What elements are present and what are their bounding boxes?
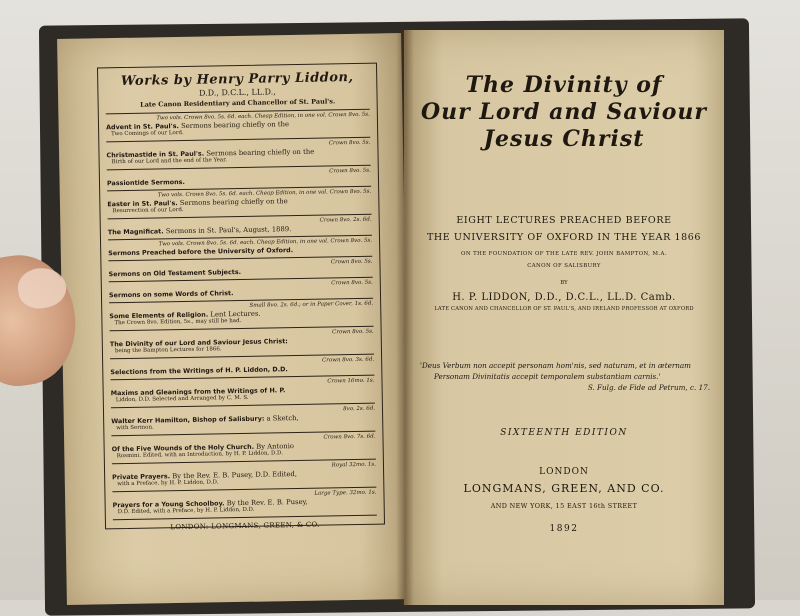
epigraph-line: 'Deus Verbum non accepit personam hom'nis, sed naturam, et in æternam: [420, 361, 691, 370]
ad-entry-title: Walter Kerr Hamilton, Bishop of Salisbury:: [111, 414, 265, 426]
ad-credentials: D.D., D.C.L., LL.D.,: [198, 87, 276, 98]
subtitle-line: EIGHT LECTURES PREACHED BEFORE: [456, 215, 672, 226]
ad-entry-title: Maxims and Gleanings from the Writings of H. P.: [110, 386, 286, 398]
ad-entry-title: Sermons on some Words of Christ.: [108, 289, 234, 300]
publication-year: 1892: [549, 524, 579, 534]
ad-entry-format: 8vo. 2s. 6d.: [343, 405, 376, 413]
ad-entry-note: The Crown 8vo. Edition, 5s., may still be had.: [114, 317, 242, 327]
author-name: H. P. LIDDON, D.D., D.C.L., LL.D. Camb.: [452, 292, 676, 303]
ad-entry-note: D.D. Edited, with a Preface, by H. P. Liddon, D.D.: [117, 506, 255, 516]
title-line: The Divinity of: [465, 72, 663, 98]
ad-entry-note: Rosmini. Edited, with an Introduction, by H. P. Liddon, D.D.: [116, 450, 283, 460]
ad-entry-format: Crown 8vo. 5s.: [331, 279, 373, 287]
ad-entry-title: Sermons Preached before the University of Oxford.: [108, 246, 294, 258]
ad-entry-title: Private Prayers.: [112, 472, 171, 482]
ad-position: Late Canon Residentiary and Chancellor of St. Paul's.: [106, 97, 370, 115]
title-line: Our Lord and Saviour: [420, 99, 708, 125]
ad-entry-format: Two vols. Crown 8vo. 5s. 6d. each. Cheap Edition, in one vol. Crown 8vo. 5s.: [158, 237, 373, 248]
ad-entry-note: Liddon, D.D. Selected and Arranged by C. M. S.: [115, 394, 249, 404]
ad-entry-format: Crown 16mo. 1s.: [327, 377, 375, 385]
ad-entry-note: Two Comings of our Lord.: [111, 129, 184, 138]
title-line: Jesus Christ: [483, 126, 645, 152]
ad-entry-format: Crown 8vo. 5s.: [330, 258, 373, 266]
ad-entry-format: Small 8vo. 2s. 6d.; or in Paper Cover, 1s. 6d.: [249, 300, 374, 309]
subtitle-line: THE UNIVERSITY OF OXFORD IN THE YEAR 1866: [426, 232, 702, 243]
ad-entry-note: being the Bampton Lectures for 1866.: [114, 346, 222, 355]
ad-publisher: LONDON: LONGMANS, GREEN, & CO.: [170, 520, 320, 532]
ad-entry-description: By the Rev. E. B. Pusey,: [226, 497, 308, 508]
ad-entry-list: [106, 110, 377, 521]
title-page: [404, 30, 724, 605]
author-description: LATE CANON AND CHANCELLOR OF ST. PAUL'S, AND IRELAND PROFESSOR AT OXFORD: [434, 306, 694, 312]
ad-entry-description: Sermons bearing chiefly on the: [206, 147, 315, 158]
ad-entry: [112, 488, 376, 521]
ad-entry-description: By Antonio: [256, 442, 295, 451]
publisher: LONGMANS, GREEN, AND CO.: [463, 482, 665, 495]
ad-entry-format: Crown 8vo. 2s. 6d.: [319, 216, 372, 224]
book-title: [404, 72, 724, 153]
ad-title: Works by Henry Parry Liddon,: [120, 70, 354, 90]
publication-city: LONDON: [539, 467, 589, 477]
ad-entry-format: Crown 8vo. 5s.: [332, 328, 374, 336]
ad-entry-description: Sermons in St. Paul's, August, 1889.: [165, 225, 292, 236]
ad-entry-title: Advent in St. Paul's.: [105, 122, 179, 132]
ad-entry-title: Christmastide in St. Paul's.: [106, 149, 205, 160]
edition: SIXTEENTH EDITION: [500, 428, 628, 438]
ad-entry-note: with a Preface, by H. P. Liddon, D.D.: [117, 479, 219, 488]
by-label: BY: [560, 280, 568, 286]
ad-entry-format: Two vols. Crown 8vo. 5s. 6d. each. Cheap Edition, in one vol. Crown 8vo. 5s.: [157, 188, 372, 199]
ad-entry-title: Of the Five Wounds of the Holy Church.: [111, 442, 255, 454]
foundation-line: ON THE FOUNDATION OF THE LATE REV. JOHN BAMPTON, M.A.: [461, 251, 667, 257]
ad-entry-format: Crown 8vo. 5s.: [329, 167, 371, 175]
ad-entry-format: Crown 8vo. 7s. 6d.: [323, 433, 376, 441]
ad-entry-format: Crown 8vo. 3s. 6d.: [322, 356, 375, 364]
ad-entry-description: Sermons bearing chiefly on the: [181, 120, 290, 131]
ad-entry-title: Selections from the Writings of H. P. Liddon, D.D.: [110, 365, 288, 377]
ad-entry-title: Sermons on Old Testament Subjects.: [108, 267, 242, 279]
ad-entry-note: Birth of our Lord and the end of the Year.: [111, 157, 228, 166]
ad-entry-title: Easter in St. Paul's.: [107, 199, 178, 209]
ad-entry-format: Large Type. 32mo. 1s.: [314, 489, 377, 497]
ad-entry-description: a Sketch,: [266, 414, 299, 423]
subtitle: [404, 212, 724, 246]
ad-entry-title: The Magnificat.: [107, 227, 164, 237]
ad-entry-title: Some Elements of Religion.: [109, 310, 209, 321]
epigraph-source: S. Fulg. de Fide ad Petrum, c. 17.: [587, 383, 710, 392]
foundation-note: [404, 248, 724, 272]
ad-entry-description: Sermons bearing chiefly on the: [179, 197, 288, 208]
epigraph-line: Personam Divinitatis accepit temporalem substantiam carnis.': [434, 372, 661, 381]
ad-entry-description: Lent Lectures.: [210, 309, 261, 319]
ad-entry-title: The Divinity of our Lord and Saviour Jesus Christ:: [109, 337, 288, 349]
ad-entry-note: with Sermon.: [116, 424, 154, 432]
ad-entry-format: Royal 32mo. 1s.: [331, 461, 377, 469]
ad-entry-format: Two vols. Crown 8vo. 5s. 6d. each. Cheap Edition, in one vol. Crown 8vo. 5s.: [156, 111, 370, 122]
advertisement-box: [97, 63, 385, 530]
ad-entry-description: By the Rev. E. B. Pusey, D.D. Edited,: [172, 470, 298, 481]
ad-entry-title: Passiontide Sermons.: [106, 177, 185, 188]
ad-entry-note: Resurrection of our Lord.: [112, 206, 184, 215]
foundation-line: CANON OF SALISBURY: [527, 263, 601, 269]
ad-entry-title: Prayers for a Young Schoolboy.: [112, 499, 225, 510]
ad-entry-format: Crown 8vo. 5s.: [328, 139, 371, 147]
epigraph: [420, 360, 710, 382]
publisher-address: AND NEW YORK, 15 EAST 16th STREET: [490, 502, 638, 510]
